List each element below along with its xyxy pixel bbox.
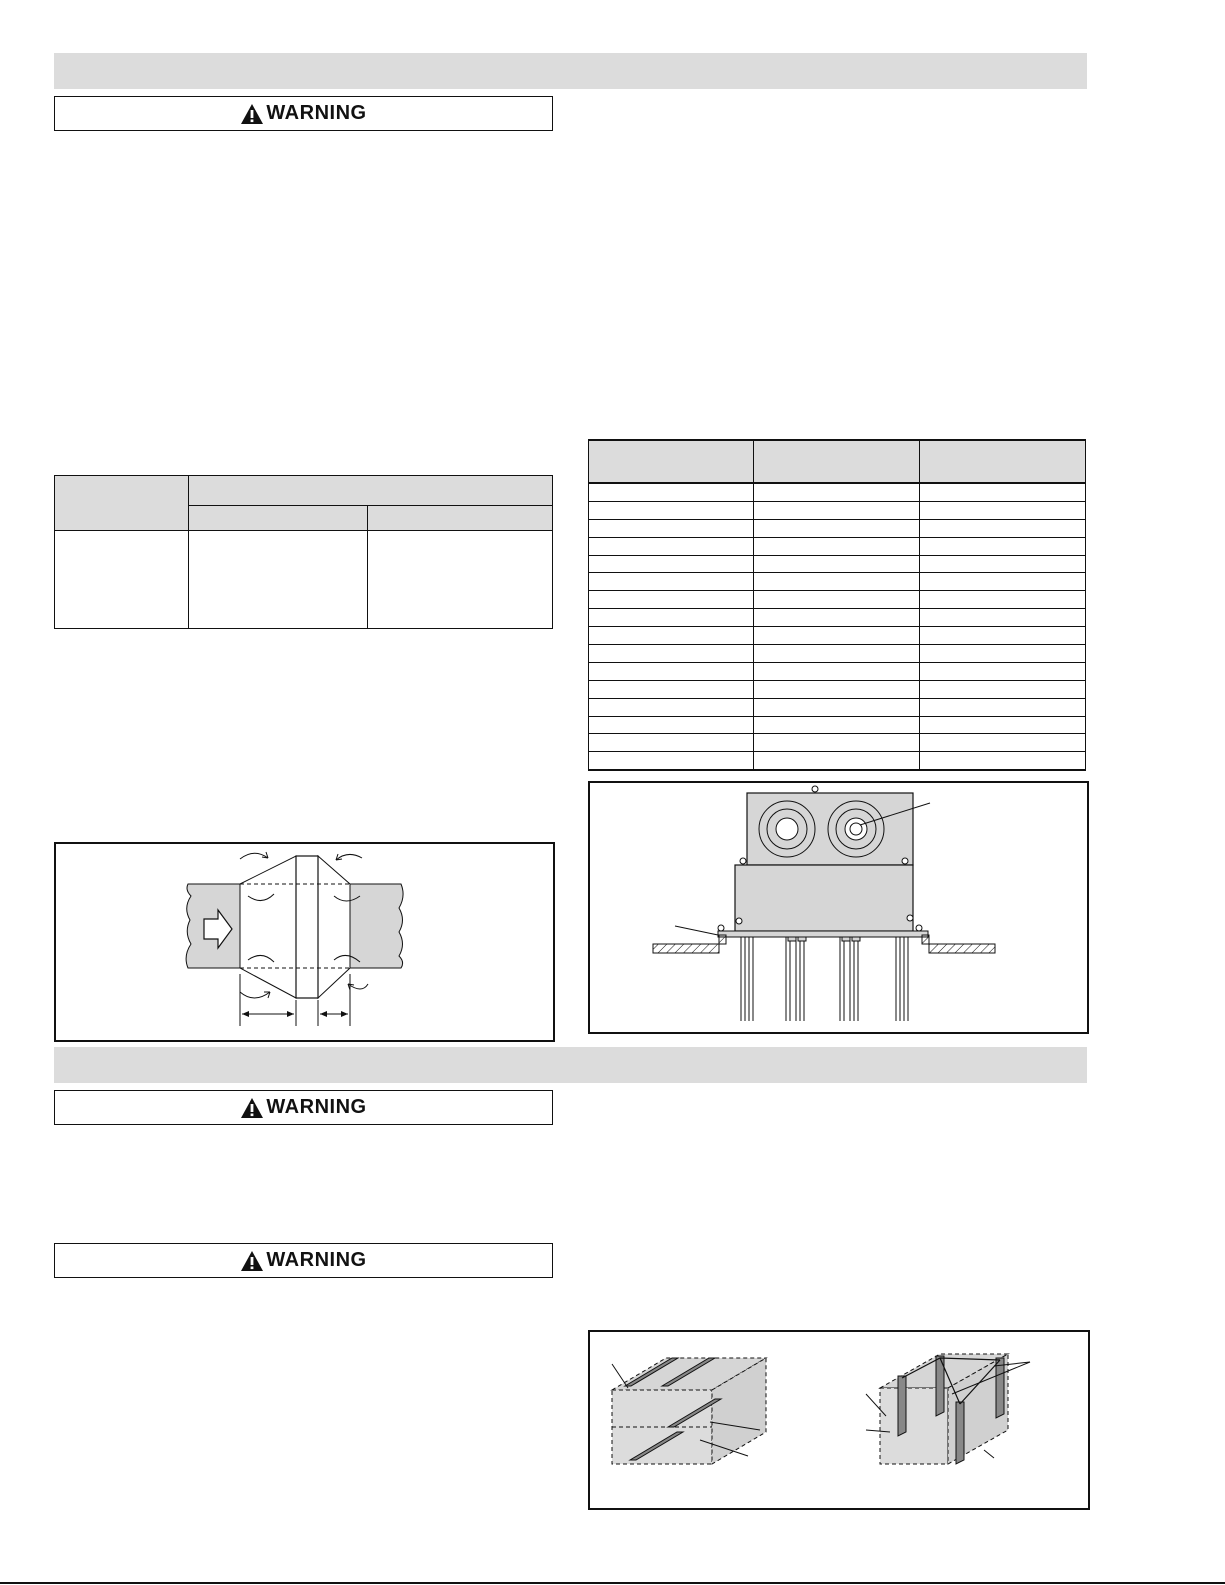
- left-table-cell: [55, 531, 189, 629]
- page-bottom-rule: [0, 1582, 1225, 1584]
- table-row: [589, 662, 1086, 680]
- left-table-cell: [189, 531, 368, 629]
- left-table-header-cell: [55, 476, 189, 531]
- left-table-header-cell: [368, 506, 553, 531]
- duct-transition-figure: [54, 842, 555, 1042]
- table-row: [589, 591, 1086, 609]
- warning-banner-2: [54, 1090, 553, 1125]
- right-table-header-cell: [920, 440, 1086, 483]
- table-row: [589, 627, 1086, 645]
- right-data-table: [588, 439, 1086, 771]
- table-row: [589, 519, 1086, 537]
- right-table-header-cell: [589, 440, 754, 483]
- table-row: [589, 680, 1086, 698]
- table-row: [589, 645, 1086, 663]
- unit-mounting-drawing: [590, 783, 1087, 1032]
- left-table-header-cell: [189, 476, 553, 506]
- table-row: [589, 501, 1086, 519]
- unit-mounting-figure: [588, 781, 1089, 1034]
- table-row: [589, 537, 1086, 555]
- left-table-header-cell: [189, 506, 368, 531]
- right-table-header-cell: [754, 440, 920, 483]
- table-row: [589, 716, 1086, 734]
- table-row: [589, 609, 1086, 627]
- warning-banner-1: [54, 96, 553, 131]
- warning-label-3: WARNING: [266, 1249, 367, 1271]
- table-row: [589, 573, 1086, 591]
- warning-banner-3: [54, 1243, 553, 1278]
- section-header-band-bottom: [54, 1047, 1087, 1083]
- left-table-cell: [368, 531, 553, 629]
- warning-triangle-icon: [240, 1097, 264, 1119]
- warning-label-2: WARNING: [266, 1096, 367, 1118]
- table-row: [589, 698, 1086, 716]
- section-header-band-top: [54, 53, 1087, 89]
- table-row: [589, 752, 1086, 770]
- warning-triangle-icon: [240, 103, 264, 125]
- duct-transition-drawing: [56, 844, 553, 1040]
- table-row: [589, 734, 1086, 752]
- left-data-table: [54, 475, 553, 629]
- table-row: [589, 555, 1086, 573]
- warning-label-1: WARNING: [266, 102, 367, 124]
- duct-support-drawing: [590, 1332, 1088, 1508]
- duct-support-figure: [588, 1330, 1090, 1510]
- table-row: [589, 483, 1086, 501]
- warning-triangle-icon: [240, 1250, 264, 1272]
